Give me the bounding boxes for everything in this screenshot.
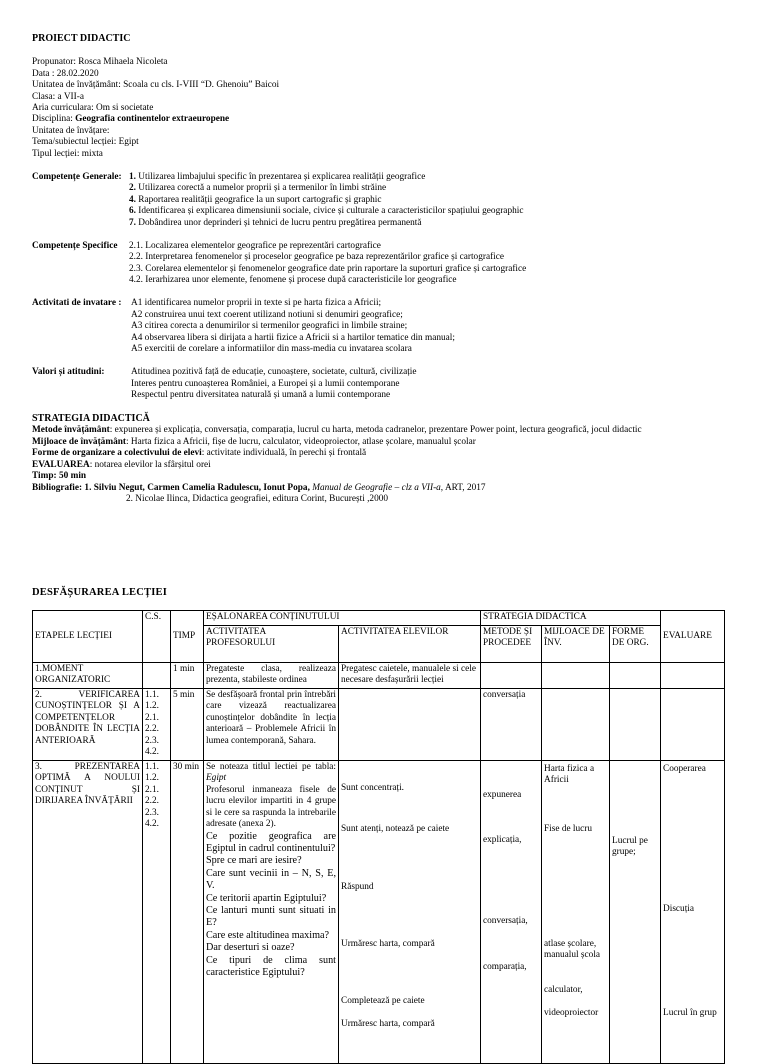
specific-competence-2-2: 2.2. Interpretarea fenomenelor și proceselor geografice pe baza reprezentărilor grafice și cartografice bbox=[129, 252, 505, 262]
table-row bbox=[33, 688, 725, 760]
strategy-means: Mijloace de învățământ: Harta fizica a Africii, fișe de lucru, calculator, videoproiector, atlase școlare, manualul școlar bbox=[32, 437, 476, 447]
info-area: Aria curriculara: Om si societate bbox=[32, 103, 154, 113]
header-evaluation: EVALUARE bbox=[661, 611, 725, 663]
specific-competences-label: Competențe Specifice bbox=[32, 241, 118, 251]
general-competence-2: 2. Utilizarea corectă a numelor proprii și a termenilor în limbi străine bbox=[129, 183, 387, 193]
methods-cell: conversația bbox=[481, 688, 542, 760]
cs-cell: 1.1. 1.2. 2.1. 2.2. 2.3. 4.2. bbox=[143, 688, 171, 760]
discipline-label: Disciplina: bbox=[32, 114, 76, 124]
info-proposer: Propunator: Rosca Mihaela Nicoleta bbox=[32, 57, 168, 67]
header-stages: ETAPELE LECȚIEI bbox=[33, 611, 143, 663]
header-content: EȘALONAREA CONȚINUTULUI bbox=[204, 611, 481, 626]
header-means: MIJLOACE DE ÎNV. bbox=[542, 625, 610, 662]
general-competence-6: 6. Identificarea și explicarea dimensiunii sociale, civice și culturale a caracteristicilor spațiului geographic bbox=[129, 206, 524, 216]
activity-a5: A5 exercitii de corelare a informatiilor din mass-media cu invatarea scolara bbox=[131, 344, 412, 354]
teacher-activity-cell: Pregateste clasa, realizeaza prezenta, stabileste ordinea bbox=[204, 662, 339, 688]
student-activity-cell: Pregatesc caietele, manualele si cele necesare desfașurării lecției bbox=[339, 662, 481, 688]
info-class: Clasa: a VII-a bbox=[32, 92, 84, 102]
info-date: Data : 28.02.2020 bbox=[32, 69, 99, 79]
header-teacher-activity: ACTIVITATEA PROFESORULUI bbox=[204, 625, 339, 662]
activity-a4: A4 observarea libera si dirijata a hartii fizice a Africii si a hartilor tematice din manual; bbox=[131, 333, 455, 343]
activity-a1: A1 identificarea numelor proprii in texte si pe harta fizica a Africii; bbox=[131, 298, 382, 308]
bibliography-1: Bibliografie: 1. Silviu Negut, Carmen Camelia Radulescu, Ionut Popa, Manual de Geografie – clz a VII-a, ART, 2017 bbox=[32, 483, 486, 493]
specific-competence-2-1: 2.1. Localizarea elementelor geografice pe reprezentări cartografice bbox=[129, 241, 381, 251]
values-label: Valori și atitudini: bbox=[32, 367, 105, 377]
lesson-table bbox=[32, 610, 725, 1064]
stage-cell: 3. PREZENTAREA OPTIMĂ A NOULUI CONȚINUT ȘI DIRIJAREA ÎNVĂȚĂRII bbox=[33, 760, 143, 1063]
cs-cell: 1.1. 1.2. 2.1. 2.2. 2.3. 4.2. bbox=[143, 760, 171, 1063]
methods-cell: expunerea explicația, conversația, comparația, bbox=[481, 760, 542, 1063]
value-1: Atitudinea pozitivă față de educație, cunoaștere, societate, cultură, civilizație bbox=[131, 367, 417, 377]
evaluation-cell: Cooperarea Discuția Lucrul în grup bbox=[661, 760, 725, 1063]
time-cell: 30 min bbox=[171, 760, 204, 1063]
specific-competence-4-2: 4.2. Ierarhizarea unor elemente, fenomene și procese după caracteristicile lor geografice bbox=[129, 275, 457, 285]
discipline-value: Geografia continentelor extraeuropene bbox=[75, 114, 230, 124]
header-forms: FORME DE ORG. bbox=[610, 625, 661, 662]
forms-cell: Lucrul pe grupe; bbox=[610, 760, 661, 1063]
time-cell: 5 min bbox=[171, 688, 204, 760]
info-school: Unitatea de învățământ: Scoala cu cls. I-VIII “D. Ghenoiu” Baicoi bbox=[32, 80, 280, 90]
bibliography-2: 2. Nicolae Ilinca, Didactica geografiei, editura Corint, București ,2000 bbox=[126, 494, 389, 504]
strategy-title: STRATEGIA DIDACTICĂ bbox=[32, 413, 150, 424]
activity-a2: A2 construirea unui text coerent utilizand notiuni si denumiri geografice; bbox=[131, 310, 403, 320]
header-time: TIMP bbox=[171, 611, 204, 663]
header-methods: METODE ȘI PROCEDEE bbox=[481, 625, 542, 662]
lesson-title: DESFĂȘURAREA LECȚIEI bbox=[32, 587, 167, 598]
info-theme: Tema/subiectul lecției: Egipt bbox=[32, 137, 139, 147]
means-cell: Harta fizica a Africii Fise de lucru atlase școlare, manualul școla calculator, videoproiector bbox=[542, 760, 610, 1063]
general-competence-7: 7. Dobândirea unor deprinderi și tehnici de lucru pentru pregătirea permanentă bbox=[129, 218, 422, 228]
table-row bbox=[33, 760, 725, 1063]
time-cell: 1 min bbox=[171, 662, 204, 688]
stage-cell: 2. VERIFICAREA CUNOȘTINȚELOR ȘI A COMPETENȚELOR DOBÂNDITE ÎN LECȚIA ANTERIOARĂ bbox=[33, 688, 143, 760]
activities-label: Activitati de invatare : bbox=[32, 298, 122, 308]
strategy-methods: Metode învățământ: expunerea și explicația, conversația, comparația, lucrul cu harta, metoda cadranelor, prezentare Power point, lectura geografică, jocul didactic bbox=[32, 425, 642, 435]
general-competence-1: 1. Utilizarea limbajului specific în prezentarea și explicarea realității geografice bbox=[129, 172, 426, 182]
header-cs: C.S. bbox=[143, 611, 171, 663]
header-strategy: STRATEGIA DIDACTICA bbox=[481, 611, 661, 626]
header-row-1 bbox=[33, 611, 725, 626]
specific-competence-2-3: 2.3. Corelarea elementelor și fenomenelor geografice date prin raportare la suporturi grafice și cartografice bbox=[129, 264, 527, 274]
strategy-forms: Forme de organizare a colectivului de elevi: activitate individuală, în perechi și frontală bbox=[32, 448, 367, 458]
table-row bbox=[33, 662, 725, 688]
student-activity-cell: Sunt concentrați. Sunt atenți, notează pe caiete Răspund Urmăresc harta, compară Completează pe caiete Urmăresc harta, compară bbox=[339, 760, 481, 1063]
header-student-activity: ACTIVITATEA ELEVILOR bbox=[339, 625, 481, 662]
value-3: Respectul pentru diversitatea naturală și umană a lumii contemporane bbox=[131, 390, 391, 400]
stage-cell: 1.MOMENT ORGANIZATORIC bbox=[33, 662, 143, 688]
info-discipline bbox=[32, 114, 229, 126]
activity-a3: A3 citirea corecta a denumirilor si termenilor geografici in limbile straine; bbox=[131, 321, 408, 331]
value-2: Interes pentru cunoașterea României, a Europei și a lumii contemporane bbox=[131, 379, 400, 389]
info-unit: Unitatea de învățare: bbox=[32, 126, 110, 136]
general-competences-label: Competențe Generale: bbox=[32, 172, 122, 182]
teacher-activity-cell: Se noteaza titlul lectiei pe tabla: Egipt Profesorul inmaneaza fisele de lucru elevilor impartiti in 4 grupe si le cere sa raspunda la intrebarile adresate (anexa 2). Ce pozitie geografica are Egiptul in cadrul continentului? Spre ce mari are iesire? Care sunt vecinii in – N, S, E, V. Ce teritorii apartin Egiptului? Ce lanturi munti sunt situati in E? Care este altitudinea maxima? Dar deserturi si oaze? Ce tipuri de clima sunt caracteristice Egiptului? bbox=[204, 760, 339, 1063]
time: Timp: 50 min bbox=[32, 471, 87, 481]
info-type: Tipul lecției: mixta bbox=[32, 149, 103, 159]
teacher-activity-cell: Se desfășoară frontal prin întrebări care vizează reactualizarea cunoștințelor dobândite în lecția anterioară – Problemele Africii în lumea contemporană, Sahara. bbox=[204, 688, 339, 760]
general-competence-4: 4. Raportarea realității geografice la un suport cartografic și graphic bbox=[129, 195, 382, 205]
document-title: PROIECT DIDACTIC bbox=[32, 33, 131, 44]
evaluation: EVALUAREA: notarea elevilor la sfârșitul orei bbox=[32, 460, 211, 470]
